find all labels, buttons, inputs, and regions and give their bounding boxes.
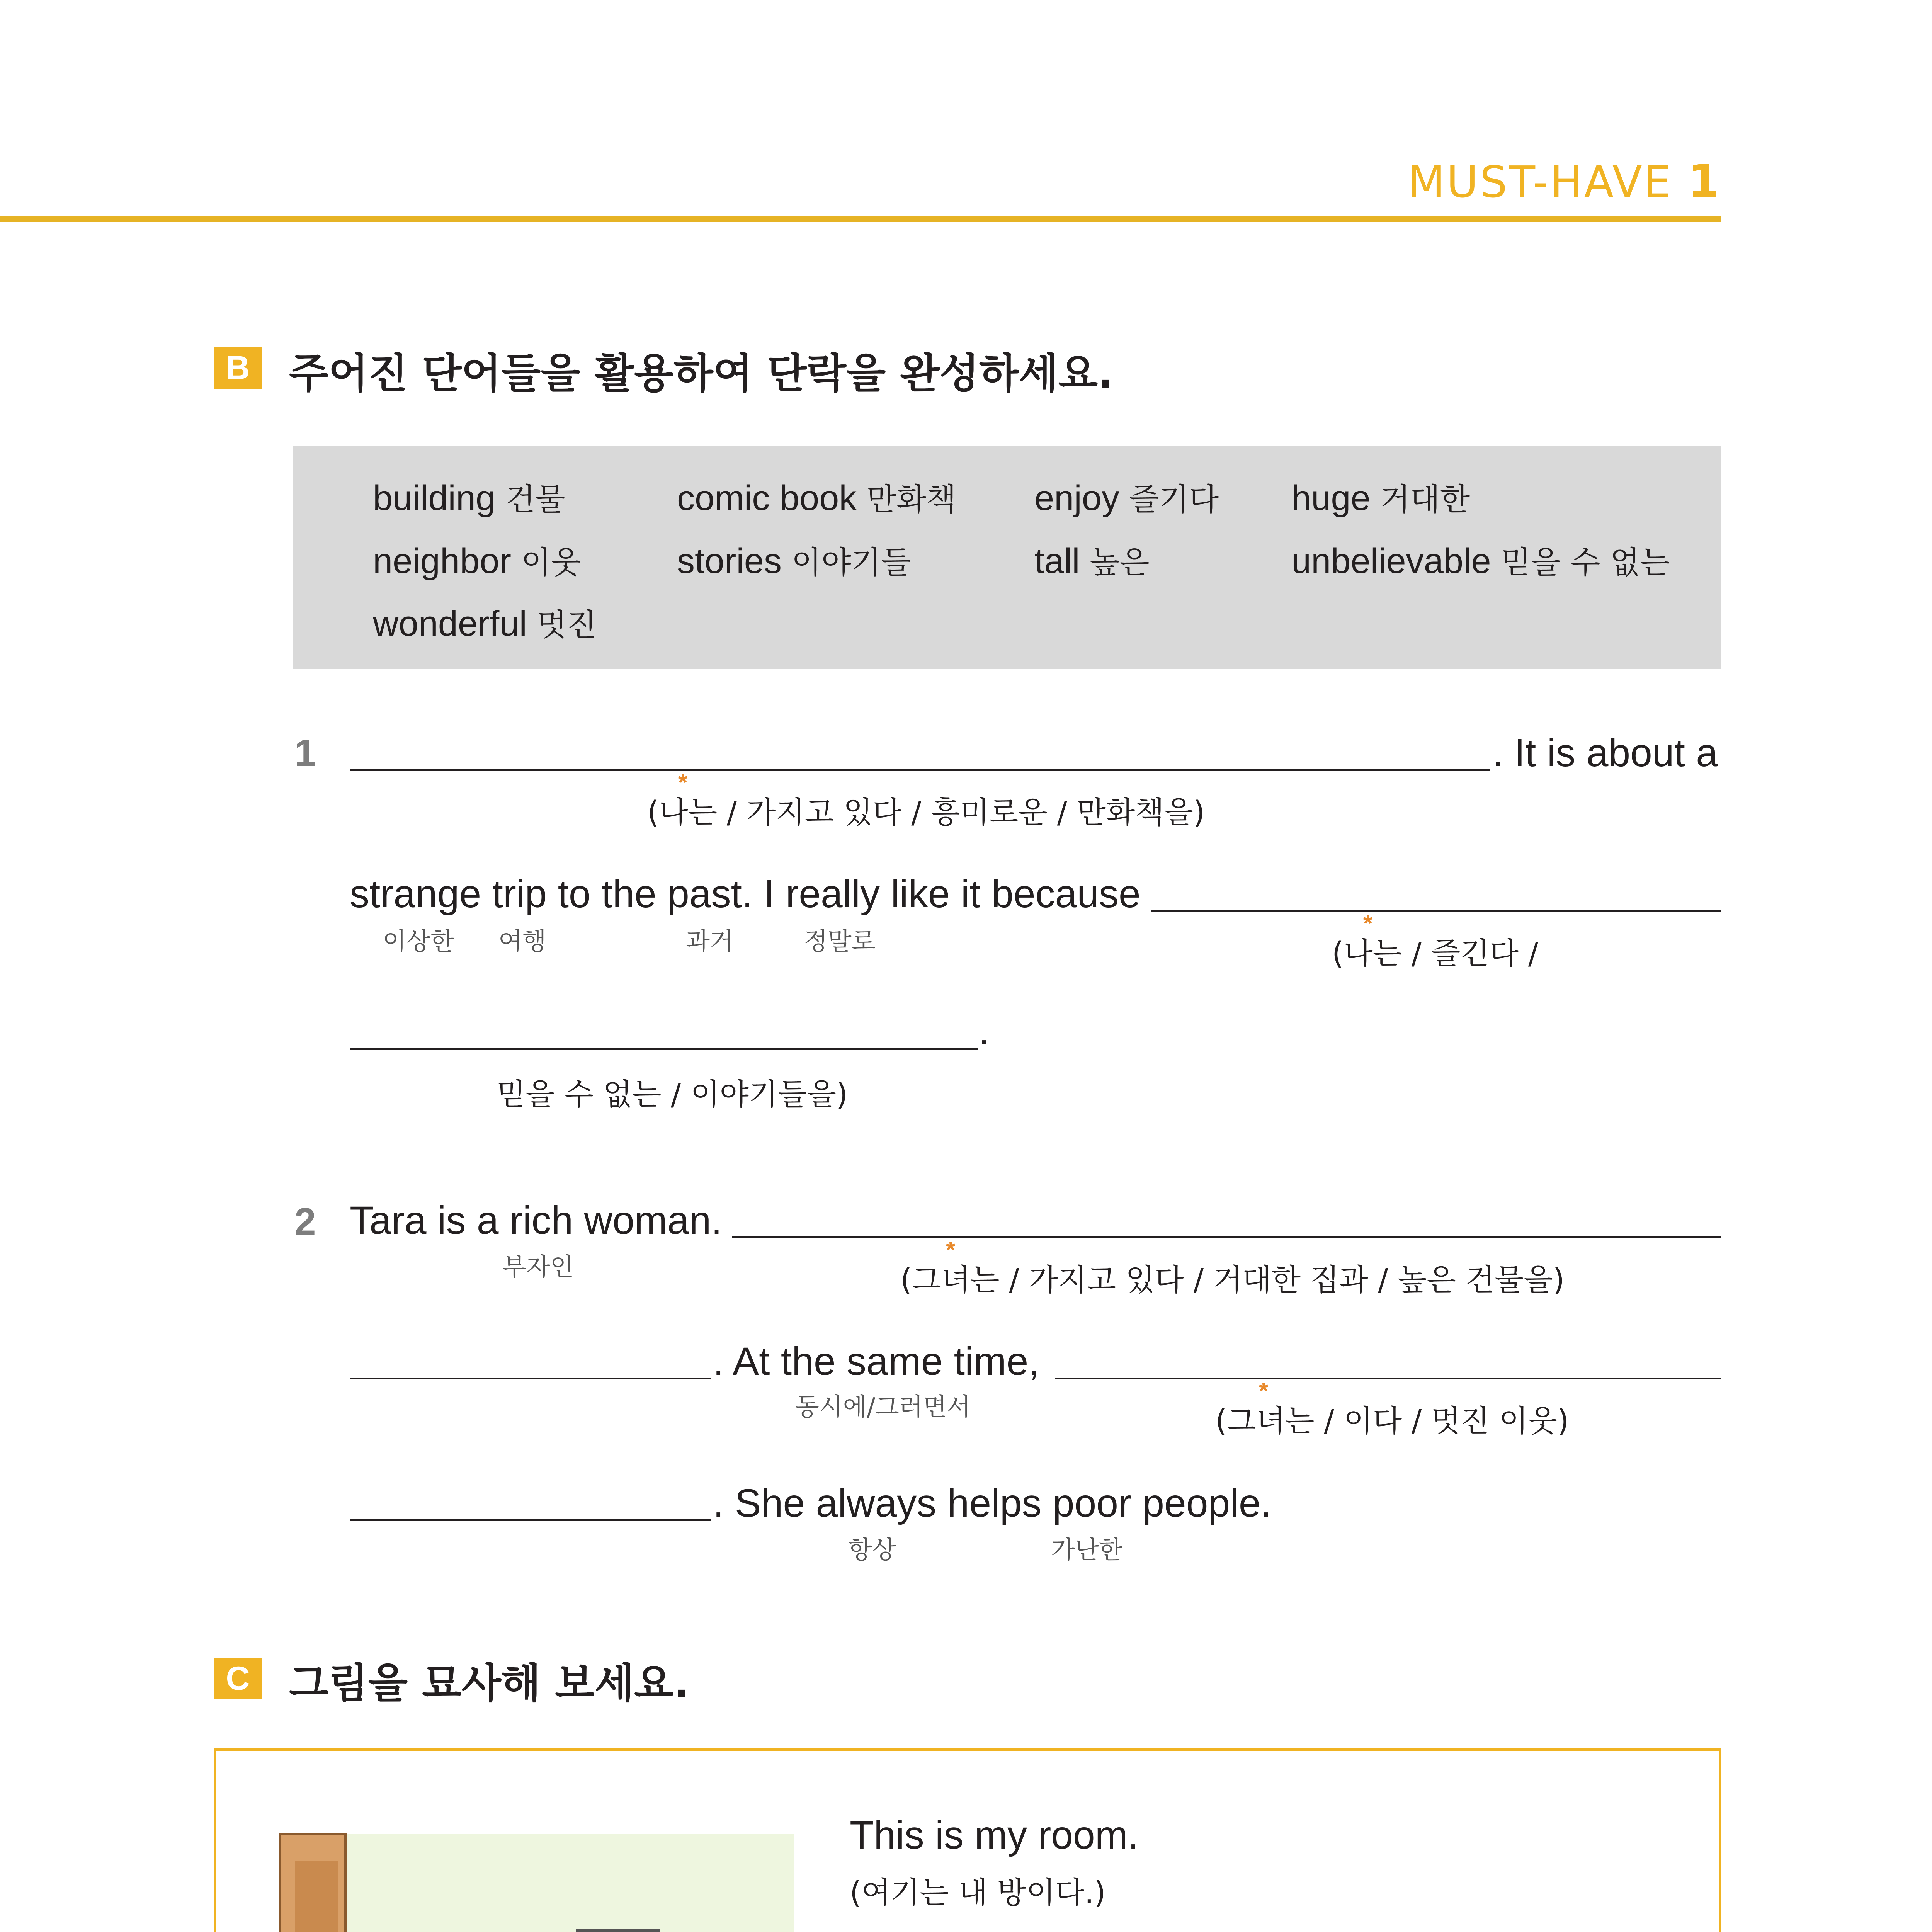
header-title-text: MUST-HAVE — [1407, 157, 1673, 207]
wall — [280, 1834, 794, 1932]
star-mark: * — [1259, 1378, 1269, 1405]
section-c-title: 그림을 묘사해 보세요. — [289, 1660, 689, 1707]
header-title — [1408, 155, 1721, 208]
gloss-word: 동시에/그러면서 — [795, 1393, 971, 1422]
star-mark: * — [946, 1237, 956, 1264]
word-bank-item: tall 높은 — [1034, 541, 1150, 581]
picture-description-box — [214, 1748, 1721, 1932]
question-1-text-1: . It is about a — [1492, 731, 1718, 775]
answer-blank[interactable] — [1151, 910, 1721, 912]
question-1-end: . — [978, 1009, 990, 1053]
word-bank — [293, 446, 1721, 669]
word-bank-item: wonderful 멋진 — [373, 604, 597, 643]
section-c-badge: C — [214, 1658, 262, 1699]
word-bank-item: enjoy 즐기다 — [1034, 478, 1219, 518]
room-illustration — [268, 1818, 809, 1932]
line-1-translation: (여기는 내 방이다.) — [850, 1876, 1106, 1910]
question-2-hint-1: (그녀는 / 가지고 있다 / 거대한 집과 / 높은 건물을) — [900, 1263, 1565, 1298]
question-1-hint-1: (나는 / 가지고 있다 / 흥미로운 / 만화책을) — [647, 795, 1205, 830]
answer-blank[interactable] — [350, 769, 1490, 771]
answer-blank[interactable] — [732, 1236, 1721, 1238]
section-b-title: 주어진 단어들을 활용하여 단락을 완성하세요. — [289, 350, 1114, 397]
word-bank-item: stories 이야기들 — [677, 541, 911, 581]
word-bank-item: huge 거대한 — [1291, 478, 1470, 518]
question-2-text-1: Tara is a rich woman. — [350, 1198, 722, 1242]
star-mark: * — [1363, 910, 1373, 937]
header-number: 1 — [1687, 155, 1721, 208]
answer-blank[interactable] — [350, 1048, 978, 1050]
gloss-word: 정말로 — [804, 927, 876, 956]
word-bank-item: neighbor 이웃 — [373, 541, 581, 581]
question-1-hint-3: 믿을 수 없는 / 이야기들을) — [497, 1077, 848, 1112]
gloss-word: 이상한 — [383, 927, 454, 956]
header-rule — [0, 216, 1721, 222]
section-b-badge: B — [214, 347, 262, 389]
question-2-text-2: . At the same time, — [713, 1339, 1039, 1383]
word-bank-item: unbelievable 믿을 수 없는 — [1291, 541, 1670, 581]
question-1-text-2: strange trip to the past. I really like it because — [350, 872, 1141, 916]
gloss-word: 부자인 — [502, 1253, 574, 1282]
gloss-word: 여행 — [498, 927, 546, 956]
question-1-number: 1 — [294, 731, 316, 775]
question-2-hint-2: (그녀는 / 이다 / 멋진 이웃) — [1215, 1404, 1569, 1439]
answer-blank[interactable] — [350, 1519, 711, 1521]
word-bank-item: building 건물 — [373, 478, 565, 518]
door — [295, 1861, 338, 1932]
gloss-word: 항상 — [848, 1536, 896, 1565]
question-1-hint-2: (나는 / 즐긴다 / — [1332, 936, 1539, 971]
gloss-word: 가난한 — [1051, 1536, 1123, 1565]
question-2-text-3: . She always helps poor people. — [713, 1481, 1272, 1525]
star-mark: * — [678, 769, 688, 796]
question-2-number: 2 — [294, 1200, 316, 1243]
word-bank-item: comic book 만화책 — [677, 478, 956, 518]
line-1-text: This is my room. — [850, 1813, 1139, 1857]
answer-blank[interactable] — [350, 1378, 711, 1379]
answer-blank[interactable] — [1055, 1378, 1721, 1379]
gloss-word: 과거 — [686, 927, 734, 956]
computer-tower — [577, 1930, 658, 1932]
